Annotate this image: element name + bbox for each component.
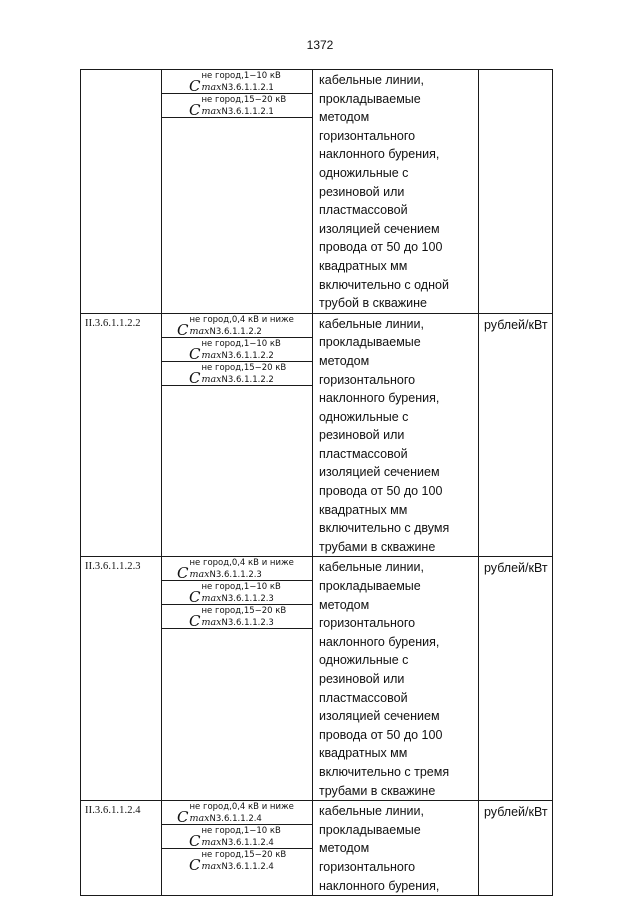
symbol-cell xyxy=(162,557,313,801)
row-code: II.3.6.1.1.2.2 xyxy=(81,313,162,557)
tariff-table xyxy=(80,69,553,896)
formula-symbol: C не город,1−10 кВ maxN3.6.1.1.2.3 xyxy=(162,581,312,605)
formula-symbol: C не город,0,4 кВ и ниже maxN3.6.1.1.2.4 xyxy=(162,801,312,825)
unit-cell xyxy=(479,70,553,314)
formula-symbol: C не город,1−10 кВ maxN3.6.1.1.2.1 xyxy=(162,70,312,94)
symbol-cell xyxy=(162,313,313,557)
formula-symbol: C не город,0,4 кВ и ниже maxN3.6.1.1.2.3 xyxy=(162,557,312,581)
description-cell: кабельные линии, прокладываемые методом горизонтального наклонного бурения, одножильные с резиновой или пластмассовой изоляцией сечением провода от 50 до 100 квадратных мм включительно с одной трубой в скважине xyxy=(313,70,479,314)
symbol-cell xyxy=(162,70,313,314)
formula-symbol: C не город,15−20 кВ maxN3.6.1.1.2.2 xyxy=(162,362,312,386)
formula-symbol: C не город,15−20 кВ maxN3.6.1.1.2.1 xyxy=(162,94,312,118)
table-row xyxy=(81,557,553,801)
unit-cell: рублей/кВт xyxy=(479,801,553,896)
table-row xyxy=(81,801,553,896)
formula-symbol: C не город,15−20 кВ maxN3.6.1.1.2.4 xyxy=(189,850,287,874)
row-code: II.3.6.1.1.2.4 xyxy=(81,801,162,896)
page-number: 1372 xyxy=(306,38,334,52)
unit-cell: рублей/кВт xyxy=(479,557,553,801)
row-code: II.3.6.1.1.2.3 xyxy=(81,557,162,801)
table-row xyxy=(81,70,553,314)
table-row xyxy=(81,313,553,557)
formula-symbol: C не город,1−10 кВ maxN3.6.1.1.2.2 xyxy=(162,338,312,362)
unit-cell: рублей/кВт xyxy=(479,313,553,557)
formula-symbol: C не город,15−20 кВ maxN3.6.1.1.2.3 xyxy=(162,605,312,629)
row-code xyxy=(81,70,162,314)
description-cell: кабельные линии, прокладываемые методом горизонтального наклонного бурения, xyxy=(313,801,479,896)
description-cell: кабельные линии, прокладываемые методом горизонтального наклонного бурения, одножильные с резиновой или пластмассовой изоляцией сечением провода от 50 до 100 квадратных мм включительно с тремя трубами в скважине xyxy=(313,557,479,801)
formula-symbol: C не город,1−10 кВ maxN3.6.1.1.2.4 xyxy=(162,825,312,849)
symbol-cell xyxy=(162,801,313,896)
formula-symbol: C не город,0,4 кВ и ниже maxN3.6.1.1.2.2 xyxy=(162,314,312,338)
description-cell: кабельные линии, прокладываемые методом горизонтального наклонного бурения, одножильные с резиновой или пластмассовой изоляцией сечением провода от 50 до 100 квадратных мм включительно с двумя трубами в скважине xyxy=(313,313,479,557)
